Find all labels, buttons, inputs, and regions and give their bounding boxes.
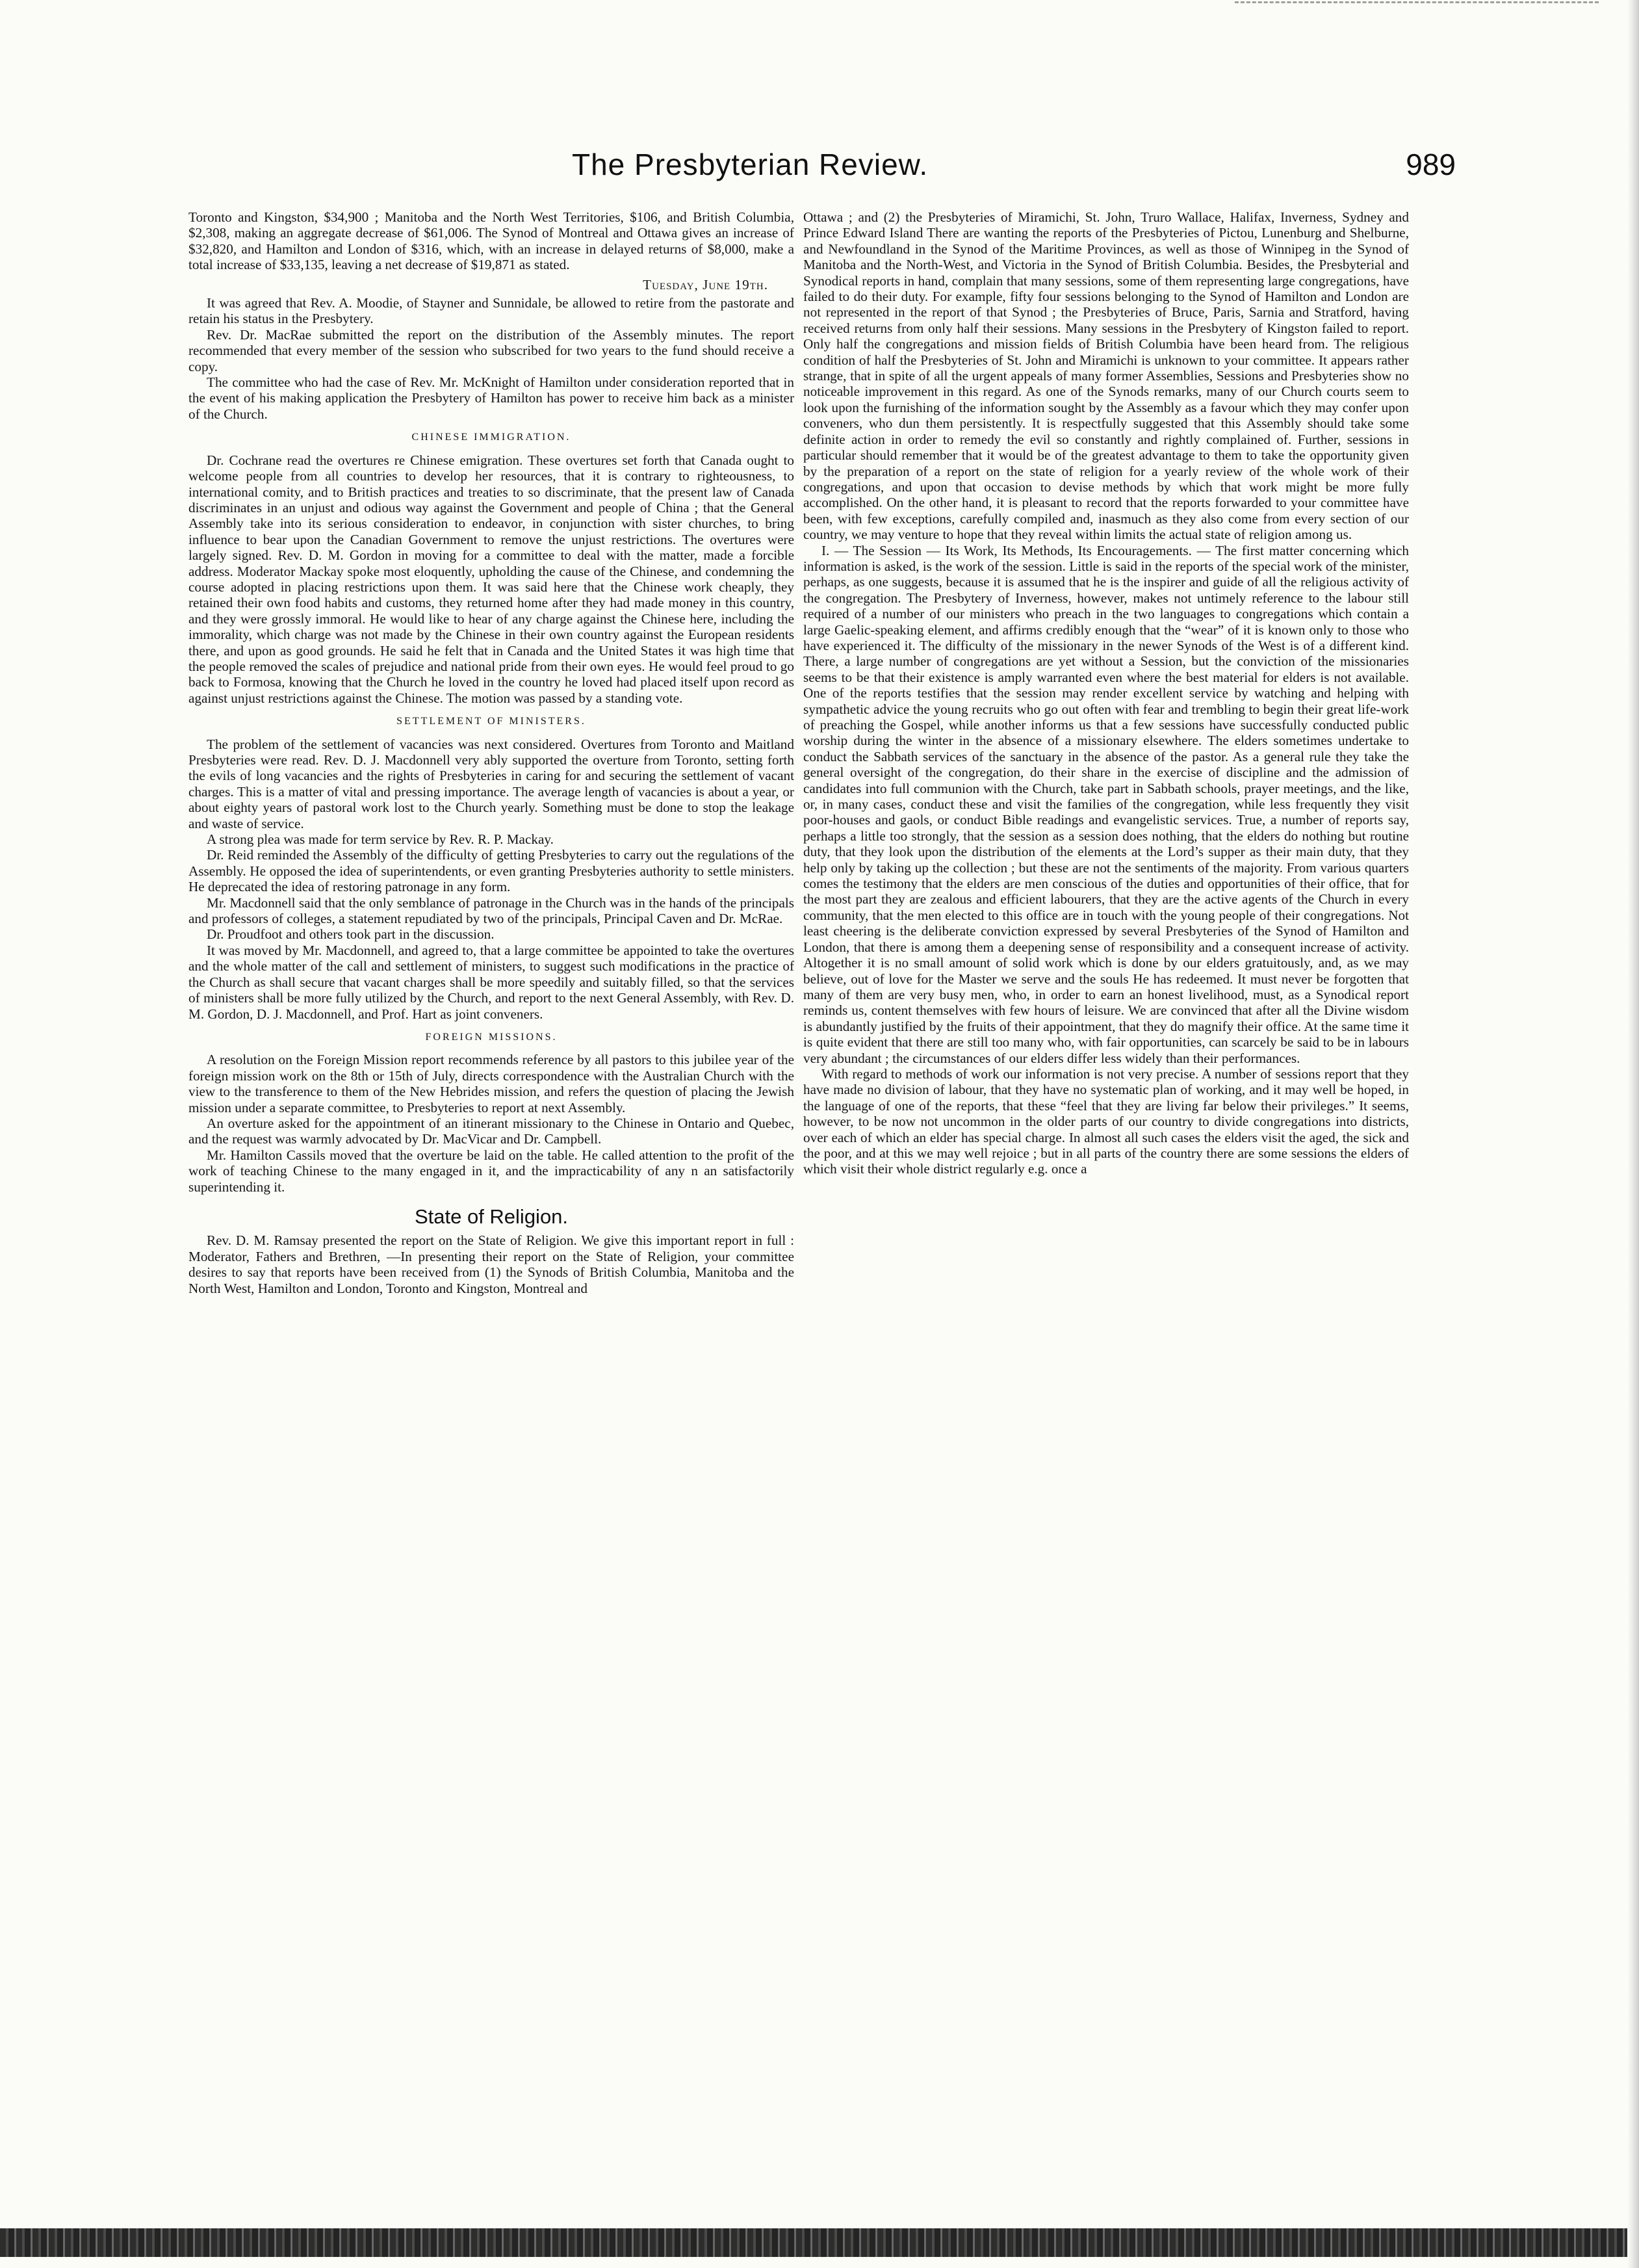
subheading-settlement-of-ministers: SETTLEMENT OF MINISTERS. — [396, 716, 586, 727]
paragraph: An overture asked for the appointment of an itinerant missionary to the Chinese in Ontario and Quebec, and the request was warmly advocated by Dr. MacVicar and Dr. Campbell. — [188, 1115, 794, 1147]
paragraph: It was agreed that Rev. A. Moodie, of Stayner and Sunnidale, be allowed to retire from the pastorate and retain his status in the Presbytery. — [188, 295, 794, 327]
section-title-state-of-religion: State of Religion. — [414, 1205, 569, 1228]
paragraph: Dr. Proudfoot and others took part in the discussion. — [207, 926, 495, 943]
page-edge-shadow — [1627, 0, 1639, 2268]
date-heading: Tuesday, June 19th. — [643, 276, 768, 293]
paragraph: The problem of the settlement of vacancies was next considered. Overtures from Toronto and Maitland Presbyteries were read. Rev. D. J. Macdonnell very ably supported the overture from Toronto, setting forth the evils of long vacancies and the rights of Presbyteries in caring for and securing the settlement of vacant charges. This is a matter of vital and pressing importance. The average length of vacancies is about a year, or about eighty years of pastoral work lost to the Church yearly. Something must be done to stop the leakage and waste of service. — [188, 736, 794, 831]
subheading-chinese-immigration: CHINESE IMMIGRATION. — [411, 432, 571, 443]
paragraph: Dr. Cochrane read the overtures re Chinese emigration. These overtures set forth that Canada ought to welcome people from all countries to develop her resources, that it is contrary to righteousness, to international comity, and to British practices and treaties to so discriminate, that the present law of Canada discriminates in an unjust and odious way against the Government and people of China ; that the General Assembly take into its serious consideration to endeavor, in conjunction with sister churches, to bring influence to bear upon the Canadian Government to remove the unjust restrictions. The overtures were largely signed. Rev. D. M. Gordon in moving for a committee to deal with the matter, made a forcible address. Moderator Mackay spoke most eloquently, upholding the cause of the Chinese, and condemning the course adopted in placing restrictions upon them. It was said here that the Chinese work cheaply, they retained their own food habits and customs, they returned home after they had made money in this country, and they were grossly immoral. He would like to hear of any charge against the Chinese here, including the immorality, which charge was not made by the Chinese in their own country against the European residents there, and upon as good grounds. He said he felt that in Canada and the United States it was high time that the people removed the scales of prejudice and national pride from their own eyes. He would feel proud to go back to Formosa, knowing that the Church he loved in the country he loved had placed itself upon record as against unjust restrictions against the Chinese. The motion was passed by a standing vote. — [188, 452, 794, 706]
paragraph: Rev. D. M. Ramsay presented the report on the State of Religion. We give this important report in full : Moderator, Fathers and Brethren, —In presenting their report on the State of Religion, your committee desires to say that reports have been received from (1) the Synods of British Columbia, Manitoba and the North West, Hamilton and London, Toronto and Kingston, Montreal and — [188, 1232, 794, 1296]
paragraph: A resolution on the Foreign Mission report recommends reference by all pastors to this jubilee year of the foreign mission work on the 8th or 15th of July, directs correspondence with the Australian Church with the view to the transference to them of the New Hebrides mission, and refers the question of placing the Jewish mission under a separate committee, to Presbyteries to report at next Assembly. — [188, 1052, 794, 1115]
page-header — [182, 147, 1456, 192]
paragraph: Toronto and Kingston, $34,900 ; Manitoba and the North West Territories, $106, and British Columbia, $2,308, making an aggregate decrease of $61,006. The Synod of Montreal and Ottawa gives an increase of $32,820, and Hamilton and London of $316, which, with an increase in delayed returns of $8,000, make a total increase of $33,135, leaving a net decrease of $19,871 as stated. — [188, 209, 794, 273]
paragraph: The committee who had the case of Rev. Mr. McKnight of Hamilton under consideration reported that in the event of his making application the Presbytery of Hamilton has power to receive him back as a minister of the Church. — [188, 374, 794, 422]
paragraph: Mr. Macdonnell said that the only semblance of patronage in the Church was in the hands of the principals and professors of colleges, a statement repudiated by two of the principals, Principal Caven and Dr. McRae. — [188, 894, 794, 927]
paragraph: Mr. Hamilton Cassils moved that the overture be laid on the table. He called attention to the profit of the work of teaching Chinese to the many engaged in it, and the impracticability of any n an satisfactorily superintending it. — [188, 1147, 794, 1195]
paragraph: With regard to methods of work our information is not very precise. A number of sessions report that they have made no division of labour, that they have no systematic plan of working, and it may well be hoped, in the language of one of the reports, that these “feel that they are living far below their privileges.” It seems, however, to be now not uncommon in the older parts of our country to divide congregations into districts, over each of which an elder has special charge. In almost all such cases the elders visit the aged, the sick and the poor, and at this we may well rejoice ; but in all parts of the country there are some sessions the elders of which visit their whole district regularly e.g. once a — [803, 1065, 1409, 1177]
left-column — [188, 209, 794, 1296]
page-edge-marks — [1235, 1, 1599, 10]
right-column — [803, 209, 1409, 1177]
subheading-foreign-missions: FOREIGN MISSIONS. — [425, 1031, 558, 1043]
scan-edge-strip — [0, 2228, 1627, 2257]
paragraph: Dr. Reid reminded the Assembly of the difficulty of getting Presbyteries to carry out the regulations of the Assembly. He opposed the idea of superintendents, or even granting Presbyteries authority to settle ministers. He deprecated the idea of restoring patronage in any form. — [188, 847, 794, 895]
paragraph: Ottawa ; and (2) the Presbyteries of Miramichi, St. John, Truro Wallace, Halifax, Inverness, Sydney and Prince Edward Island There are wanting the reports of the Presbyteries of Pictou, Lunenburg and Shelburne, and Newfoundland in the Synod of the Maritime Provinces, as well as those of Winnipeg in the Synod of Manitoba and the North-West, and Victoria in the Synod of British Columbia. Besides, the Presbyterial and Synodical reports in hand, complain that many sessions, some of them representing large congregations, have failed to do their duty. For example, fifty four sessions belonging to the Synod of Hamilton and London are not represented in the report of that Synod ; the Presbyteries of Bruce, Paris, Sarnia and Stratford, having received returns from only half their sessions. Many sessions in the Presbytery of Kingston failed to report. Only half the congregations and mission fields of British Columbia have been heard from. The religious condition of half the Presbyteries of St. John and Miramichi is unknown to your committee. It appears rather strange, that in spite of all the urgent appeals of many former Assemblies, Sessions and Presbyteries show no noticeable improvement in this regard. As one of the Synods remarks, many of our Church courts seem to look upon the furnishing of the information sought by the Assembly as a favour which they may confer upon conveners, who dun them persistently. It is respectfully suggested that this Assembly should take some definite action in order to remedy the evil so constantly and rightly complained of. Further, sessions in particular should remember that it would be of the greatest advantage to them to take the opportunity given by the preparation of a report on the state of religion for a yearly review of the whole work of their congregations, and upon that occasion to devise methods by which that work might be more fully accomplished. On the other hand, it is pleasant to record that the reports forwarded to your committee have been, with few exceptions, carefully compiled and, inasmuch as they also come from every section of our country, we may venture to hope that they reveal within limits the actual state of religion among us. — [803, 209, 1409, 543]
paragraph: I. — The Session — Its Work, Its Methods, Its Encouragements. — The first matter concerning which information is asked, is the work of the session. Little is said in the reports of the special work of the minister, perhaps, as one suggests, because it is assumed that he is the inspirer and guide of all the religious activity of the congregation. The Presbytery of Inverness, however, makes not untimely reference to the labour still required of a number of our ministers who preach in the two languages to congregations which contain a large Gaelic-speaking element, and affirms credibly enough that the “wear” of it is known only to those who have experienced it. The difficulty of the missionary in the newer Synods of the West is of a different kind. There, a large number of congregations are yet without a Session, but the conviction of the missionaries seems to be that their existence is amply warranted even where the best material for elders is not available. One of the reports testifies that the session may render excellent service by watching and helping with sympathetic advice the young recruits who go out often with fear and trembling to begin their great life-work of preaching the Gospel, while another informs us that a few sessions have successfully conducted public worship during the winter in the absence of a missionary elsewhere. The elders sometimes undertake to conduct the Sabbath services of the sanctuary in the absence of the pastor. As a general rule they take the general oversight of the congregation, do their share in the exercise of discipline and the admission of candidates into full communion with the Church, take part in Sabbath schools, prayer meetings, and the like, or, in many cases, conduct these and visit the families of the congregation, while less frequently they visit poor-houses and gaols, or conduct Bible readings and evangelistic services. True, a number of reports say, perhaps a little too strongly, that the session as a session does nothing, that the elders do nothing but routine duty, that they look upon the distribution of the elements at the Lord’s supper as their main duty, that they help only by taking up the collection ; but these are not the sentiments of the majority. From various quarters comes the testimony that the elders are men conscious of the duties and opportunities of their office, that for the most part they are zealous and efficient labourers, that they are the active agents of the Church in every community, that the men elected to this office are in touch with the young people of their congregations. Not least cheering is the deliberate conviction expressed by several Presbyteries of the Synod of Hamilton and London, that there is among them a deepening sense of responsibility and a consequent increase of activity. Altogether it is no small amount of solid work which is done by our elders gratuitously, and, as we may believe, out of love for the Master we serve and the souls He has redeemed. It must never be forgotten that many of them are very busy men, who, in order to earn an honest livelihood, must, as a Synodical report reminds us, content themselves with few hours of leisure. We are convinced that after all the Divine wisdom is abundantly justified by the fruits of their appointment, that they do magnify their office. At the same time it is quite evident that there are still too many who, with fair opportunities, can scarcely be said to be in labours very abundant ; the circumstances of our elders differ less widely than their performances. — [803, 542, 1409, 1066]
paragraph: Rev. Dr. MacRae submitted the report on the distribution of the Assembly minutes. The report recommended that every member of the session who subscribed for two years to the fund should receive a copy. — [188, 326, 794, 374]
paragraph: It was moved by Mr. Macdonnell, and agreed to, that a large committee be appointed to take the overtures and the whole matter of the call and settlement of ministers, to suggest such modifications in the practice of the Church as shall secure that vacant charges shall be more speedily and suitably filled, so that the services of ministers shall be more fully utilized by the Church, and report to the next General Assembly, with Rev. D. M. Gordon, D. J. Macdonnell, and Prof. Hart as joint conveners. — [188, 942, 794, 1022]
publication-title: The Presbyterian Review. — [572, 148, 929, 181]
paragraph: A strong plea was made for term service by Rev. R. P. Mackay. — [207, 831, 554, 848]
page-number: 989 — [1406, 148, 1456, 181]
